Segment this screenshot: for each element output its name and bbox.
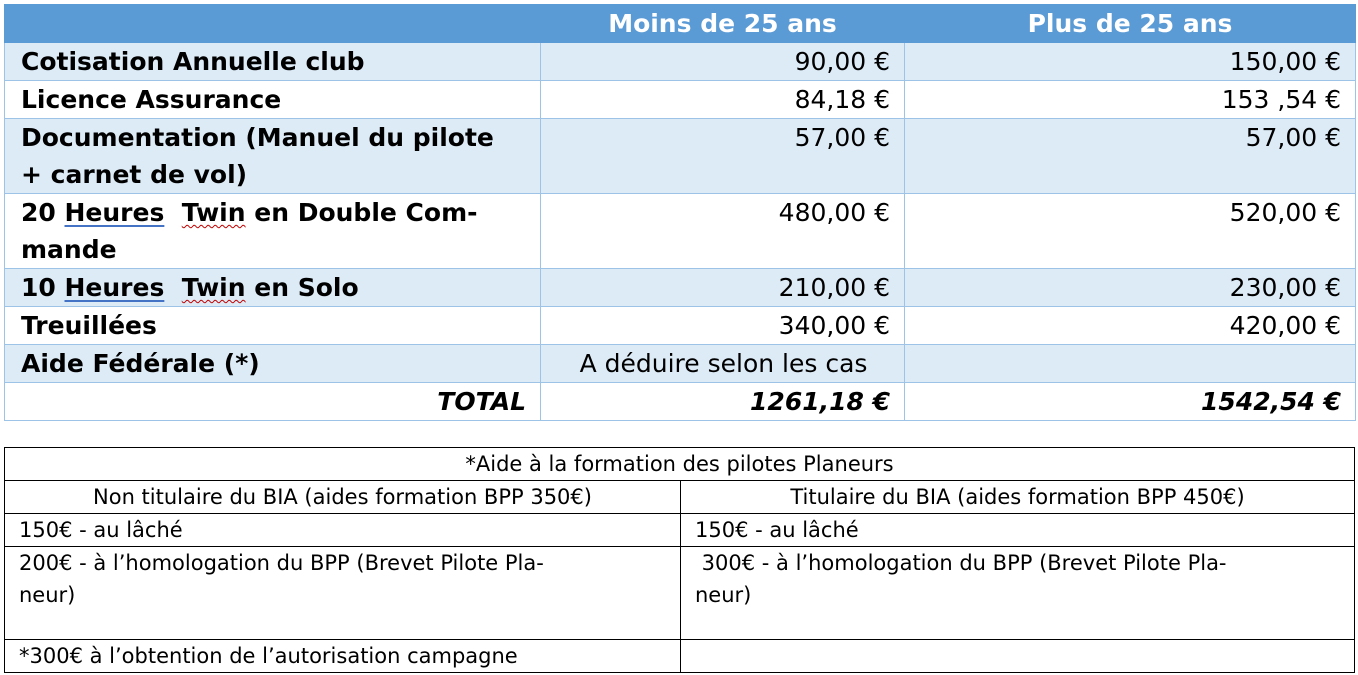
total-over-25: 1542,54 € [905,383,1356,421]
aid-cell-bia [681,547,1355,640]
aid-row-lache [5,514,1355,547]
header-under-25: Moins de 25 ans [541,5,905,43]
aid-cell-bia: 150€ - au lâché [681,514,1355,547]
label-part [164,198,181,227]
price-under-25: 57,00 € [541,119,905,194]
row-label-line [21,194,526,231]
header-over-25: Plus de 25 ans [905,5,1356,43]
aid-cell-line: neur) [695,583,752,607]
price-under-25: A déduire selon les cas [541,345,905,383]
row-label-line: mande [21,235,117,264]
price-over-25: 520,00 € [905,194,1356,269]
row-label-line: Documentation (Manuel du pilote [21,123,494,152]
total-label: TOTAL [5,383,541,421]
aid-table [4,447,1355,673]
aid-header-bia: Titulaire du BIA (aides formation BPP 450€) [681,481,1355,514]
row-label [5,194,541,269]
aid-cell-line: neur) [19,583,76,607]
row-documentation [5,119,1356,194]
aid-cell-bia [681,640,1355,673]
label-part-twin: Twin [181,198,246,227]
row-label: Licence Assurance [5,81,541,119]
aid-cell-non-bia: 150€ - au lâché [5,514,681,547]
row-solo [5,269,1356,307]
aid-header-row [5,481,1355,514]
total-under-25: 1261,18 € [541,383,905,421]
aid-header-non-bia: Non titulaire du BIA (aides formation BPP 350€) [5,481,681,514]
label-part-heures: Heures [64,198,165,227]
price-over-25: 57,00 € [905,119,1356,194]
row-label-line: + carnet de vol) [21,160,248,189]
price-over-25: 150,00 € [905,43,1356,81]
row-label [5,269,541,307]
price-over-25: 153 ,54 € [905,81,1356,119]
label-part: 20 [21,198,65,227]
price-header-row [5,5,1356,43]
row-label: Treuillées [5,307,541,345]
label-part-heures: Heures [64,273,165,302]
label-part: en Solo [245,273,359,302]
row-aide-federale [5,345,1356,383]
aid-row-homologation [5,547,1355,640]
label-part [164,273,181,302]
aid-caption-row [5,448,1355,481]
price-over-25: 420,00 € [905,307,1356,345]
label-part-twin: Twin [181,273,246,302]
price-over-25: 230,00 € [905,269,1356,307]
price-under-25: 340,00 € [541,307,905,345]
label-part: 10 [21,273,65,302]
aid-cell-line: 200€ - à l’homologation du BPP (Brevet Pilote Pla- [19,551,544,575]
row-cotisation [5,43,1356,81]
label-part: en Double Com- [245,198,478,227]
row-label: Aide Fédérale (*) [5,345,541,383]
row-label: Cotisation Annuelle club [5,43,541,81]
price-table [4,4,1356,421]
aid-cell-line: 300€ - à l’homologation du BPP (Brevet Pilote Pla- [695,551,1227,575]
price-under-25: 90,00 € [541,43,905,81]
price-over-25 [905,345,1356,383]
price-under-25: 210,00 € [541,269,905,307]
row-double-commande [5,194,1356,269]
price-under-25: 84,18 € [541,81,905,119]
aid-row-campagne [5,640,1355,673]
aid-cell-non-bia: *300€ à l’obtention de l’autorisation campagne [5,640,681,673]
row-label [5,119,541,194]
aid-caption: *Aide à la formation des pilotes Planeurs [5,448,1355,481]
row-total [5,383,1356,421]
price-under-25: 480,00 € [541,194,905,269]
row-treuillees [5,307,1356,345]
row-licence [5,81,1356,119]
header-empty-cell [5,5,541,43]
aid-cell-non-bia [5,547,681,640]
